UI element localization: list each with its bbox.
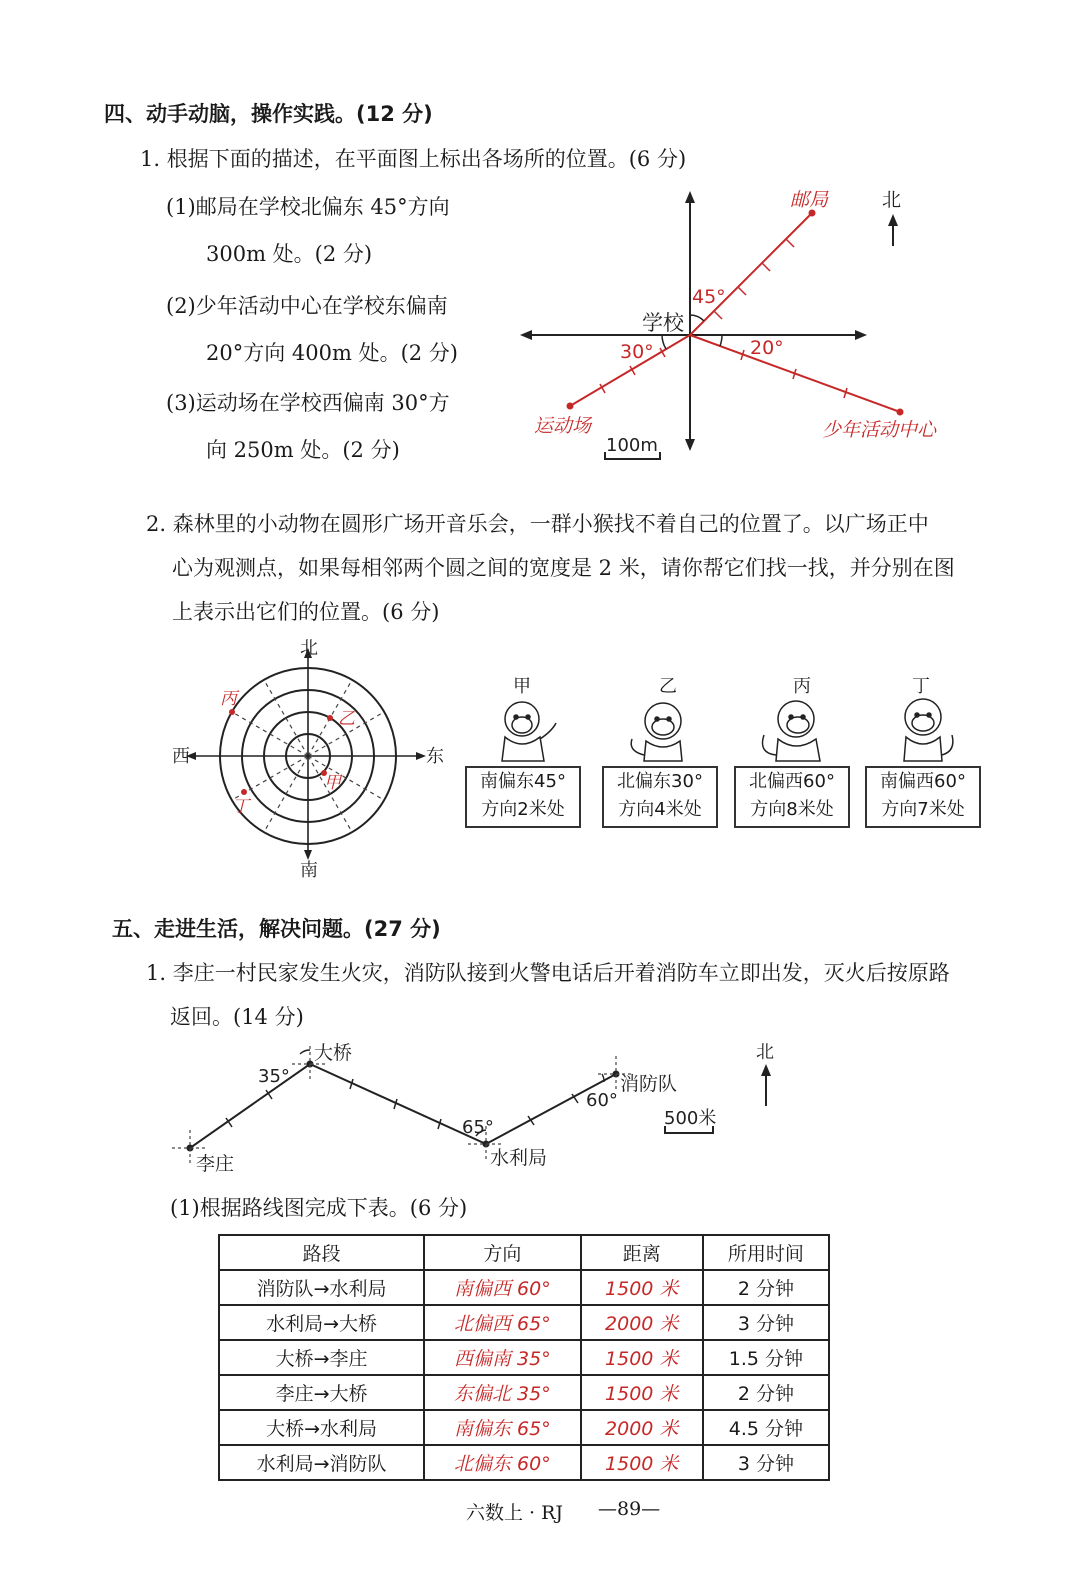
angle-20-label: 20° xyxy=(750,337,784,359)
time-cell: 3 分钟 xyxy=(703,1445,829,1480)
direction-cell: 北偏东 60° xyxy=(424,1445,580,1480)
route-scale-label: 500米 xyxy=(664,1108,717,1129)
monkey-ding-name: 丁 xyxy=(912,676,930,697)
distance-cell: 1500 米 xyxy=(581,1270,703,1305)
monkey-jia-card xyxy=(465,766,581,828)
table-row xyxy=(219,1340,829,1375)
plaza-south-label: 南 xyxy=(300,860,318,881)
youth-center-label: 少年活动中心 xyxy=(822,419,937,441)
monkey-bing-direction: 北偏西60° xyxy=(749,771,835,792)
monkey-ding-icon xyxy=(904,699,953,761)
segment-cell: 水利局→消防队 xyxy=(219,1445,424,1480)
school-label: 学校 xyxy=(642,311,684,335)
mark-yi-dot xyxy=(327,715,333,721)
q1-item3-line2: 向 250m 处。(2 分) xyxy=(206,438,400,462)
route-north-label: 北 xyxy=(756,1042,774,1063)
direction-cell: 南偏东 65° xyxy=(424,1410,580,1445)
map-north-label: 北 xyxy=(882,189,902,211)
mark-ding-dot xyxy=(241,789,247,795)
table-row xyxy=(219,1410,829,1445)
table-row xyxy=(219,1445,829,1480)
header-direction: 方向 xyxy=(424,1235,580,1270)
axis-arrow-south xyxy=(685,439,695,451)
header-segment: 路段 xyxy=(219,1235,424,1270)
axis-arrow-north xyxy=(685,191,695,203)
direction-cell: 西偏南 35° xyxy=(424,1340,580,1375)
footer-page-number: —89— xyxy=(598,1498,661,1520)
monkey-illustrations xyxy=(460,695,1000,765)
fire-station-label: 消防队 xyxy=(620,1073,678,1095)
direction-cell: 东偏北 35° xyxy=(424,1375,580,1410)
distance-cell: 2000 米 xyxy=(581,1410,703,1445)
plaza-north-label: 北 xyxy=(300,638,318,659)
monkey-bing-distance: 方向8米处 xyxy=(750,799,834,820)
mark-yi-label: 乙 xyxy=(338,709,355,729)
monkey-yi-distance: 方向4米处 xyxy=(618,799,702,820)
segment-cell: 大桥→李庄 xyxy=(219,1340,424,1375)
q2-line1: 2. 森林里的小动物在圆形广场开音乐会，一群小猴找不着自己的位置了。以广场正中 xyxy=(146,512,929,536)
s5q1-line1: 1. 李庄一村民家发生火灾，消防队接到火警电话后开着消防车立即出发，灭火后按原路 xyxy=(146,961,950,985)
axis-arrow-east xyxy=(855,330,867,340)
section4-heading: 四、动手动脑，操作实践。(12 分) xyxy=(104,102,433,126)
distance-cell: 1500 米 xyxy=(581,1375,703,1410)
angle-30-label: 30° xyxy=(620,341,654,363)
circular-plaza-diagram xyxy=(160,630,460,890)
plaza-west-label: 西 xyxy=(172,746,190,767)
monkey-yi-name: 乙 xyxy=(659,676,677,697)
post-office-label: 邮局 xyxy=(790,189,829,211)
time-cell: 4.5 分钟 xyxy=(703,1410,829,1445)
time-cell: 2 分钟 xyxy=(703,1270,829,1305)
direction-cell: 北偏西 65° xyxy=(424,1305,580,1340)
distance-cell: 1500 米 xyxy=(581,1445,703,1480)
s5q1-line2: 返回。(14 分) xyxy=(170,1005,304,1029)
segment-cell: 大桥→水利局 xyxy=(219,1410,424,1445)
map-scale-label: 100m xyxy=(606,435,658,456)
q1-item3-line1: (3)运动场在学校西偏南 30°方 xyxy=(166,391,450,415)
sports-field-label: 运动场 xyxy=(534,415,592,437)
angle-60-label: 60° xyxy=(586,1090,618,1111)
route-table xyxy=(218,1234,830,1481)
monkey-ding-card xyxy=(865,766,981,828)
monkey-jia-distance: 方向2米处 xyxy=(481,799,565,820)
angle-65-label: 65° xyxy=(462,1117,494,1138)
axis-arrow-west xyxy=(520,330,532,340)
distance-cell: 2000 米 xyxy=(581,1305,703,1340)
route-line xyxy=(190,1064,616,1148)
monkey-jia-name: 甲 xyxy=(513,676,531,697)
mark-bing-dot xyxy=(229,709,235,715)
q1-item1-line1: (1)邮局在学校北偏东 45°方向 xyxy=(166,195,450,219)
mark-bing-label: 丙 xyxy=(220,689,237,709)
monkey-bing-name: 丙 xyxy=(793,676,811,697)
angle-45-label: 45° xyxy=(692,286,726,308)
segment-cell: 消防队→水利局 xyxy=(219,1270,424,1305)
ray-post-office xyxy=(690,213,812,335)
north-arrow-head xyxy=(888,214,898,226)
plaza-east-label: 东 xyxy=(426,746,444,767)
header-time: 所用时间 xyxy=(703,1235,829,1270)
lizhuang-label: 李庄 xyxy=(196,1153,235,1175)
monkey-yi-card xyxy=(602,766,718,828)
mark-ding-label: 丁 xyxy=(232,797,249,817)
monkey-ding-direction: 南偏西60° xyxy=(880,771,966,792)
monkey-bing-card xyxy=(734,766,850,828)
monkey-ding-distance: 方向7米处 xyxy=(881,799,965,820)
table-row xyxy=(219,1270,829,1305)
section5-heading: 五、走进生活，解决问题。(27 分) xyxy=(112,917,441,941)
footer-book: 六数上 · RJ xyxy=(466,1502,564,1524)
monkey-jia-icon xyxy=(502,702,556,761)
youth-center-dot xyxy=(897,409,904,416)
table-row xyxy=(219,1305,829,1340)
sports-field-dot xyxy=(567,403,574,410)
monkey-yi-direction: 北偏东30° xyxy=(617,771,703,792)
table-row xyxy=(219,1375,829,1410)
header-distance: 距离 xyxy=(581,1235,703,1270)
monkey-bing-icon xyxy=(763,701,821,761)
fire-route-map xyxy=(150,1030,790,1180)
route-table-header xyxy=(219,1235,829,1270)
segment-cell: 李庄→大桥 xyxy=(219,1375,424,1410)
school-map-diagram xyxy=(0,0,1080,480)
time-cell: 2 分钟 xyxy=(703,1375,829,1410)
time-cell: 1.5 分钟 xyxy=(703,1340,829,1375)
q1-stem: 1. 根据下面的描述，在平面图上标出各场所的位置。(6 分) xyxy=(140,147,687,171)
monkey-jia-direction: 南偏东45° xyxy=(480,771,566,792)
mark-jia-label: 甲 xyxy=(324,773,341,793)
q1-item1-line2: 300m 处。(2 分) xyxy=(206,242,373,266)
angle-35-label: 35° xyxy=(258,1066,290,1087)
distance-cell: 1500 米 xyxy=(581,1340,703,1375)
monkey-yi-icon xyxy=(631,703,682,761)
s5q1-sub1: (1)根据路线图完成下表。(6 分) xyxy=(170,1196,468,1220)
segment-cell: 水利局→大桥 xyxy=(219,1305,424,1340)
direction-cell: 南偏西 60° xyxy=(424,1270,580,1305)
q1-item2-line1: (2)少年活动中心在学校东偏南 xyxy=(166,294,448,318)
bridge-label: 大桥 xyxy=(314,1042,353,1064)
water-bureau-label: 水利局 xyxy=(490,1147,548,1169)
time-cell: 3 分钟 xyxy=(703,1305,829,1340)
q2-line2: 心为观测点，如果每相邻两个圆之间的宽度是 2 米，请你帮它们找一找，并分别在图 xyxy=(172,556,955,580)
q2-line3: 上表示出它们的位置。(6 分) xyxy=(172,600,440,624)
q1-item2-line2: 20°方向 400m 处。(2 分) xyxy=(206,341,458,365)
